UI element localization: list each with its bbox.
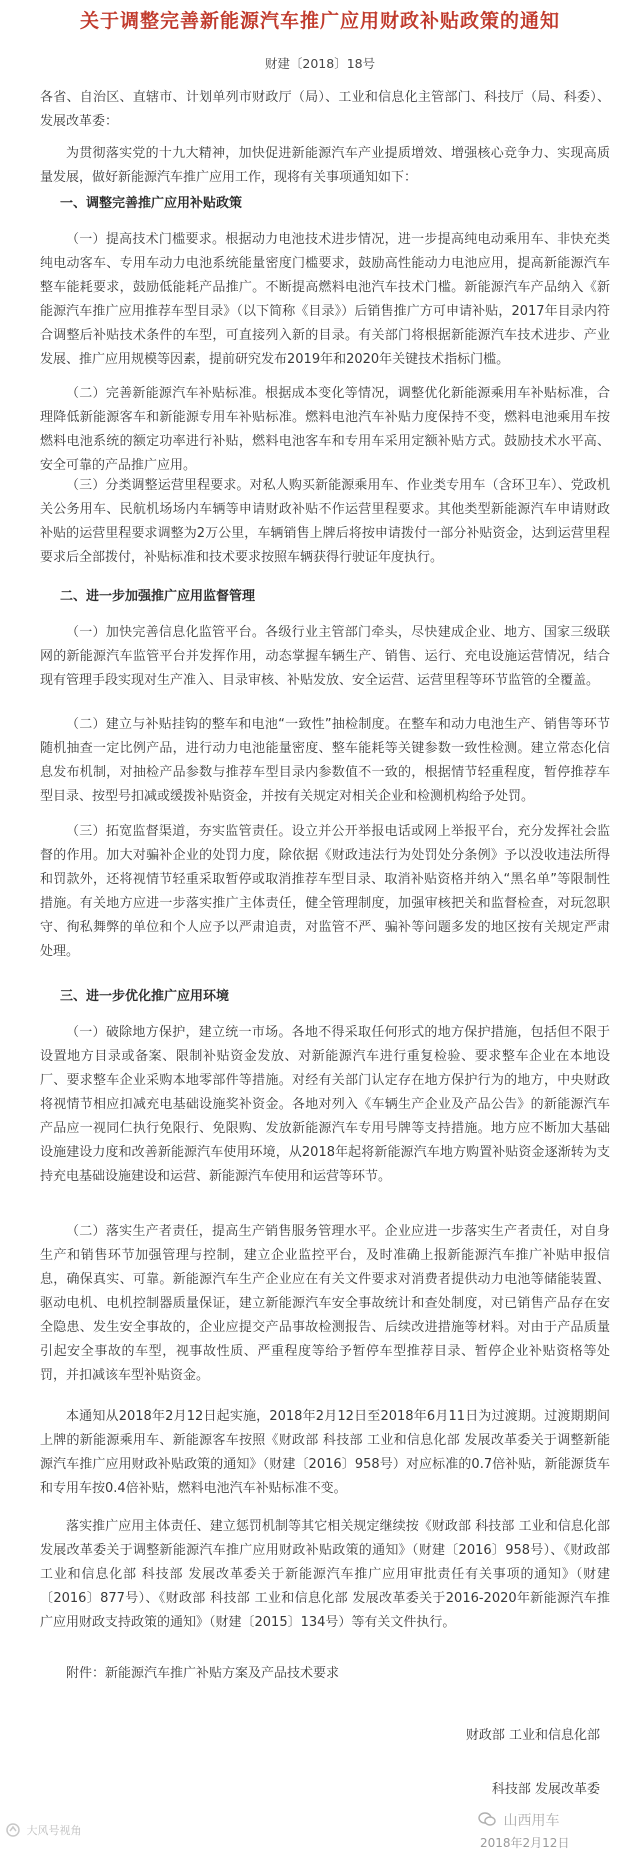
section3-para1: （一）破除地方保护，建立统一市场。各地不得采取任何形式的地方保护措施，包括但不限于设置地方目录或备案、限制补贴资金发放、对新能源汽车进行重复检验、要求整车企业在本地设厂、要求整车企业采购本地零部件等措施。对经有关部门认定存在地方保护行为的地方，中央财政将视情节相应扣减充电基础设施奖补资金。各地对列入《车辆生产企业及产品公告》的新能源汽车产品应一视同仁执行免限行、免限购、发放新能源汽车专用号牌等支持措施。地方应不断加大基础设施建设力度和改善新能源汽车使用环境，从2018年起将新能源汽车地方购置补贴资金逐渐转为支持充电基础设施建设和运营、新能源汽车使用和运营等环节。 [40, 1025, 610, 1184]
watermark-left-text: 大风号视角 [26, 1824, 82, 1837]
document-date: 2018年2月12日 [480, 1836, 570, 1850]
document-title: 关于调整完善新能源汽车推广应用财政补贴政策的通知 [79, 10, 560, 32]
section1-heading: 一、调整完善推广应用补贴政策 [60, 196, 243, 211]
section2-heading: 二、进一步加强推广应用监督管理 [60, 589, 256, 604]
watermark-right-text: 山西用车 [503, 1813, 560, 1829]
section1-para1: （一）提高技术门槛要求。根据动力电池技术进步情况，进一步提高纯电动乘用车、非快充类纯电动客车、专用车动力电池系统能量密度门槛要求，鼓励高性能动力电池应用，提高新能源汽车整车能耗要求，鼓励低能耗产品推广。不断提高燃料电池汽车技术门槛。新能源汽车产品纳入《新能源汽车推广应用推荐车型目录》（以下简称《目录》）后销售推广方可申请补贴，2017年目录内符合调整后补贴技术条件的车型，可直接列入新的目录。有关部门将根据新能源汽车技术进步、产业发展、推广应用规模等因素，提前研究发布2019年和2020年关键技术指标门槛。 [40, 232, 610, 367]
watermark-right [478, 1810, 559, 1831]
intro-paragraph: 为贯彻落实党的十九大精神，加快促进新能源汽车产业提质增效、增强核心竞争力、实现高质量发展，做好新能源汽车推广应用工作，现将有关事项通知如下： [40, 146, 610, 185]
section3-para2: （二）落实生产者责任，提高生产销售服务管理水平。企业应进一步落实生产者责任，对自身生产和销售环节加强管理与控制，建立企业监控平台，及时准确上报新能源汽车推广补贴申报信息，确保真实、可靠。新能源汽车生产企业应在有关文件要求对消费者提供动力电池等储能装置、驱动电机、电机控制器质量保证，建立新能源汽车安全事故统计和查处制度，对已销售产品存在安全隐患、发生安全事故的，企业应提交产品事故检测报告、后续改进措施等材料。对由于产品质量引起安全事故的车型，视事故性质、严重程度等给予暂停车型推荐目录、暂停企业补贴资格等处罚，并扣减该车型补贴资金。 [40, 1224, 610, 1383]
attachment-line: 附件：新能源汽车推广补贴方案及产品技术要求 [66, 1666, 340, 1681]
section1-para3: （三）分类调整运营里程要求。对私人购买新能源乘用车、作业类专用车（含环卫车）、党政机关公务用车、民航机场场内车辆等申请财政补贴不作运营里程要求。其他类型新能源汽车申请财政补贴的运营里程要求调整为2万公里，车辆销售上牌后将按申请拨付一部分补贴资金，达到运营里程要求后全部拨付，补贴标准和技术要求按照车辆获得行驶证年度执行。 [40, 478, 610, 565]
wechat-icon [478, 1811, 496, 1831]
signature-line-1: 财政部 工业和信息化部 [465, 1728, 600, 1743]
document-number: 财建〔2018〕18号 [264, 56, 376, 71]
section3-heading: 三、进一步优化推广应用环境 [60, 989, 230, 1004]
watermark-left [6, 1822, 82, 1840]
section2-para3: （三）拓宽监督渠道，夯实监管责任。设立并公开举报电话或网上举报平台，充分发挥社会监督的作用。加大对骗补企业的处罚力度，除依据《财政违法行为处罚处分条例》予以没收违法所得和罚款外，还将视情节轻重采取暂停或取消推荐车型目录、取消补贴资格并纳入“黑名单”等限制性措施。有关地方应进一步落实推广主体责任，健全管理制度，加强审核把关和监督检查，对玩忽职守、徇私舞弊的单位和个人应予以严肃追责，对监管不严、骗补等问题多发的地区按有关规定严肃处理。 [40, 824, 610, 959]
section2-para1: （一）加快完善信息化监管平台。各级行业主管部门牵头，尽快建成企业、地方、国家三级联网的新能源汽车监管平台并发挥作用，动态掌握车辆生产、销售、运行、充电设施运营情况，结合现有管理手段实现对生产准入、目录审核、补贴发放、安全运营、运营里程等环节监管的全覆盖。 [40, 625, 610, 688]
addressees: 各省、自治区、直辖市、计划单列市财政厅（局）、工业和信息化主管部门、科技厅（局、科委）、发展改革委： [40, 90, 610, 129]
watermark-logo-icon [6, 1823, 20, 1840]
continuation-paragraph: 落实推广应用主体责任、建立惩罚机制等其它相关规定继续按《财政部 科技部 工业和信息化部 发展改革委关于调整新能源汽车推广应用财政补贴政策的通知》（财建〔2016〕958号）、《财政部 工业和信息化部 科技部 发展改革委关于新能源汽车推广应用审批责任有关事项的通知》（财建〔2016〕877号）、《财政部 科技部 工业和信息化部 发展改革委关于2016-2020年新能源汽车推广应用财政支持政策的通知》（财建〔2015〕134号）等有关文件执行。 [40, 1519, 610, 1630]
section1-para2: （二）完善新能源汽车补贴标准。根据成本变化等情况，调整优化新能源乘用车补贴标准，合理降低新能源客车和新能源专用车补贴标准。燃料电池汽车补贴力度保持不变，燃料电池乘用车按燃料电池系统的额定功率进行补贴，燃料电池客车和专用车采用定额补贴方式。鼓励技术水平高、安全可靠的产品推广应用。 [40, 386, 610, 473]
section2-para2: （二）建立与补贴挂钩的整车和电池“一致性”抽检制度。在整车和动力电池生产、销售等环节随机抽查一定比例产品，进行动力电池能量密度、整车能耗等关键参数一致性检测。建立常态化信息发布机制，对抽检产品参数与推荐车型目录内参数值不一致的，根据情节轻重程度，暂停推荐车型目录、按型号扣减或缓拨补贴资金，并按有关规定对相关企业和检测机构给予处罚。 [40, 717, 610, 804]
transition-paragraph: 本通知从2018年2月12日起实施，2018年2月12日至2018年6月11日为过渡期。过渡期期间上牌的新能源乘用车、新能源客车按照《财政部 科技部 工业和信息化部 发展改革委关于调整新能源汽车推广应用财政补贴政策的通知》（财建〔2016〕958号）对应标准的0.7倍补贴，新能源货车和专用车按0.4倍补贴，燃料电池汽车补贴标准不变。 [40, 1409, 610, 1496]
signature-line-2: 科技部 发展改革委 [491, 1782, 600, 1797]
